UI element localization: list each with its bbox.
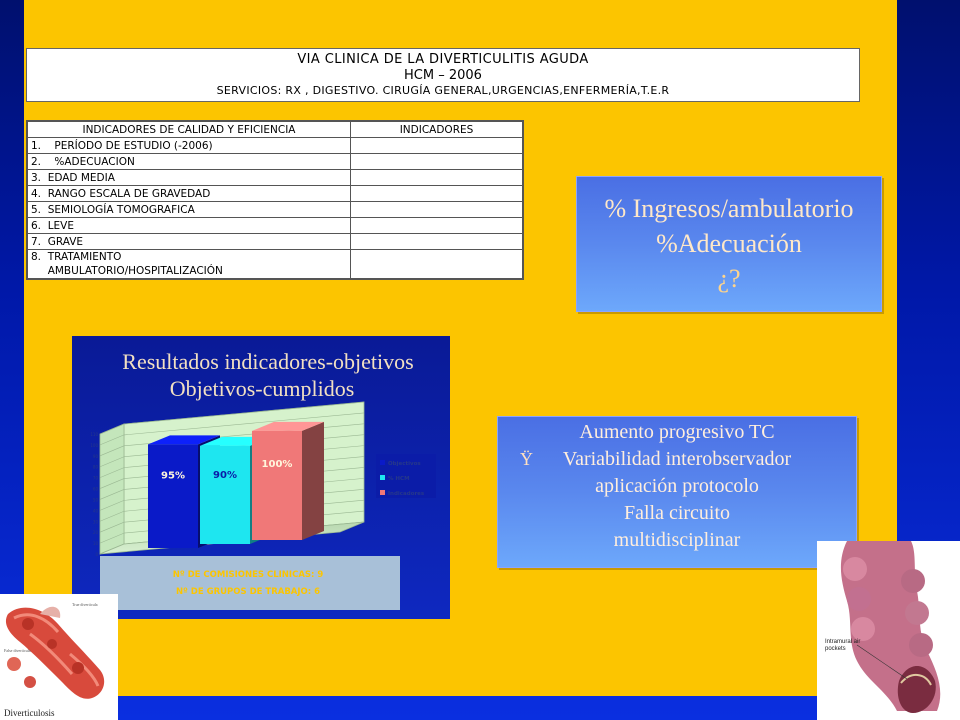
- multidisciplinar-line: multidisciplinar: [613, 529, 741, 551]
- colon-diverticula-image: [0, 594, 118, 720]
- protocolo-line: aplicación protocolo: [595, 475, 759, 497]
- table-row: [27, 138, 523, 154]
- legend-label: Objectivos: [388, 461, 421, 467]
- legend-swatch: [380, 490, 385, 495]
- table-cell: 1. PERÍODO DE ESTUDIO (-2006): [27, 138, 351, 154]
- bar: [148, 444, 198, 548]
- table-cell: [351, 234, 524, 250]
- header-title-box: [26, 48, 860, 102]
- y-tick-label: 0: [95, 552, 98, 557]
- variabilidad-text: Variabilidad interobservador: [562, 448, 792, 470]
- table-row: [27, 202, 523, 218]
- aumento-box: [497, 416, 857, 568]
- table-row: [27, 154, 523, 170]
- table-cell: [351, 250, 524, 280]
- variabilidad-line: [498, 446, 856, 473]
- results-chart: [72, 336, 450, 619]
- bullet-icon: Ϋ: [520, 449, 533, 469]
- svg-text:True diverticula: True diverticula: [72, 602, 98, 607]
- bar-value-label: 90%: [213, 470, 237, 482]
- y-tick-label: 50: [92, 497, 98, 503]
- table-row: [27, 170, 523, 186]
- table-cell: [351, 186, 524, 202]
- y-tick-label: 40: [92, 508, 98, 514]
- bar-side: [302, 422, 324, 540]
- table-cell: 3. EDAD MEDIA: [27, 170, 351, 186]
- y-tick-label: 60: [92, 486, 98, 492]
- circuito-line: Falla circuito: [623, 502, 731, 524]
- table-cell: [351, 138, 524, 154]
- table-cell: 2. %ADECUACION: [27, 154, 351, 170]
- column-header: INDICADORES: [351, 121, 524, 138]
- legend-label: Indicadores: [388, 491, 425, 497]
- y-tick-label: 110: [90, 432, 98, 437]
- results-chart-panel: [72, 336, 450, 619]
- table-row: [27, 250, 523, 280]
- diverticulosis-illustration: [0, 594, 118, 720]
- legend-swatch: [380, 460, 385, 465]
- table-cell: 5. SEMIOLOGÍA TOMOGRAFICA: [27, 202, 351, 218]
- y-tick-label: 100: [90, 442, 98, 448]
- y-tick-label: 10: [92, 541, 98, 547]
- bar-value-label: 100%: [261, 458, 293, 470]
- diverticulosis-label: Diverticulosis: [4, 708, 55, 718]
- colon-pockets-image: [817, 541, 960, 720]
- header-title: VIA CLINICA DE LA DIVERTICULITIS AGUDA: [297, 52, 589, 67]
- bar: [200, 446, 250, 544]
- column-header: INDICADORES DE CALIDAD Y EFICIENCIA: [27, 121, 351, 138]
- legend-label: % HCM: [388, 476, 410, 482]
- table-cell: [351, 170, 524, 186]
- chart-title: Resultados indicadores-objetivos: [122, 349, 414, 374]
- svg-text:False diverticula: False diverticula: [4, 648, 31, 653]
- svg-text:pockets: pockets: [825, 646, 846, 652]
- y-tick-label: 20: [92, 530, 98, 536]
- svg-text:Intramural air: Intramural air: [825, 639, 861, 645]
- chart-note-2: Nº DE GRUPOS DE TRABAJO: 6: [175, 587, 321, 597]
- header-services: SERVICIOS: RX , DIGESTIVO. CIRUGÍA GENERAL,URGENCIAS,ENFERMERÍA,T.E.R: [216, 84, 670, 97]
- chart-subtitle: Objetivos-cumplidos: [169, 376, 355, 401]
- cell-line: AMBULATORIO/HOSPITALIZACIÓN: [31, 265, 223, 277]
- chart-note-1: Nº DE COMISIONES CLINICAS: 9: [172, 570, 324, 580]
- table-cell: [351, 202, 524, 218]
- table-cell: [27, 250, 351, 280]
- table-cell: 7. GRAVE: [27, 234, 351, 250]
- adecuacion-line: %Adecuación: [656, 229, 802, 258]
- cell-line: 8. TRATAMIENTO: [31, 251, 122, 263]
- y-tick-label: 80: [92, 464, 98, 470]
- indicators-table: [26, 120, 524, 280]
- table-cell: 4. RANGO ESCALA DE GRAVEDAD: [27, 186, 351, 202]
- ingresos-line: % Ingresos/ambulatorio: [604, 194, 854, 223]
- y-tick-label: 90: [92, 453, 98, 459]
- question-line: ¿?: [717, 264, 741, 293]
- table-row: [27, 234, 523, 250]
- table-cell: [351, 218, 524, 234]
- table-cell: 6. LEVE: [27, 218, 351, 234]
- bar-value-label: 95%: [161, 470, 185, 482]
- chart-note-box: [100, 556, 400, 610]
- aumento-line: Aumento progresivo TC: [579, 421, 775, 443]
- table-cell: [351, 154, 524, 170]
- intramural-air-illustration: [817, 541, 960, 720]
- table-row: [27, 218, 523, 234]
- table-row: [27, 186, 523, 202]
- header-subtitle: HCM – 2006: [404, 68, 482, 83]
- ingresos-box: [576, 176, 882, 312]
- table-header-row: [27, 121, 523, 138]
- y-tick-label: 30: [92, 519, 98, 525]
- legend-swatch: [380, 475, 385, 480]
- bar: [252, 431, 302, 540]
- y-tick-label: 70: [92, 475, 98, 481]
